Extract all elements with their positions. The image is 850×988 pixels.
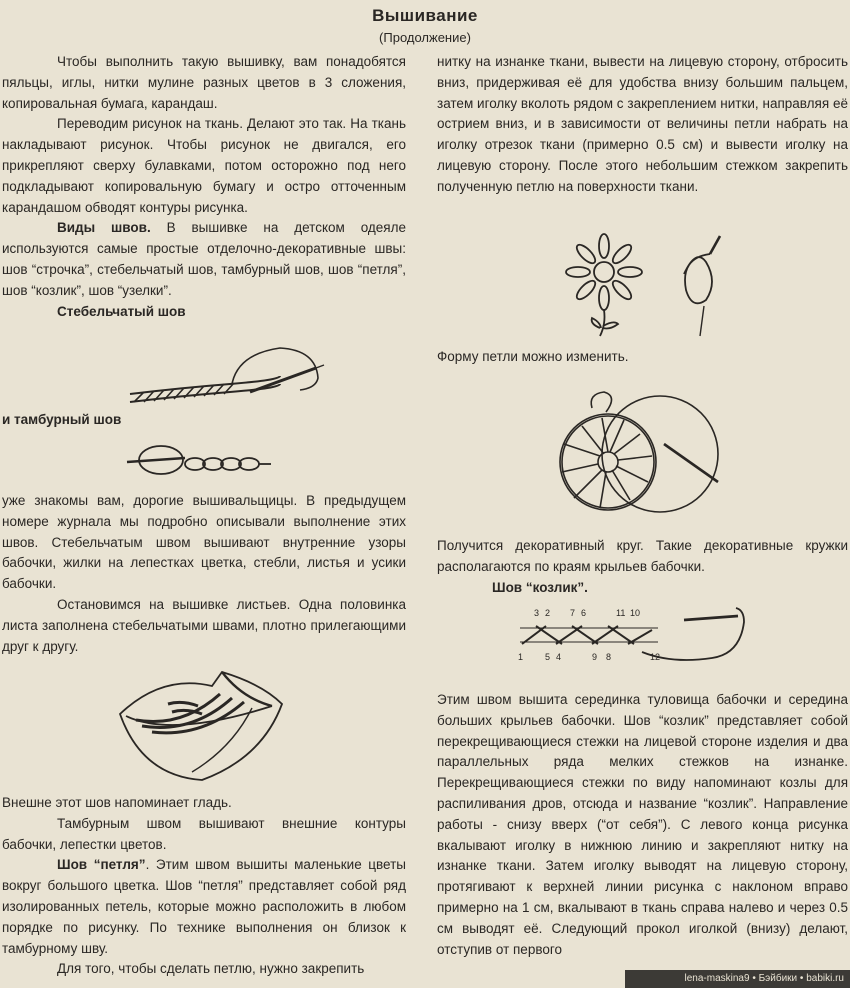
paragraph-loop-stitch bbox=[2, 855, 406, 959]
chain-stitch-heading: и тамбурный шов bbox=[2, 412, 122, 427]
loop-stitch-text: . Этим швом вышиты маленькие цветы вокруг большого цветка. Шов “петля” представляет собой ряд изолированных петель, которые можно расположить в любом порядке по рисунку. По технике выполнения он близок к тамбурному шву. bbox=[2, 857, 406, 956]
goat-num-bottom-3: 4 bbox=[556, 652, 562, 662]
goat-num-bottom-1: 1 bbox=[518, 652, 524, 662]
loop-stitch-heading: Шов “петля” bbox=[57, 857, 146, 873]
caption-loop-shape: Форму петли можно изменить. bbox=[437, 349, 629, 364]
left-chain-heading-block bbox=[2, 410, 406, 431]
goat-num-bottom-6: 12 bbox=[650, 652, 661, 662]
flower-loop-figure bbox=[560, 228, 730, 343]
paragraph-known-stitches: уже знакомы вам, дорогие вышивальщицы. В предыдущем номере журнала мы подробно описывали выполнение этих швов. Стебельчатым швом вышивают внутренние узоры бабочки, жилки на лепестках цветка, стебли, листья и усики бабочки. bbox=[2, 493, 406, 592]
chain-stitch-figure bbox=[125, 436, 275, 480]
paragraph-transfer: Переводим рисунок на ткань. Делают это так. На ткань накладывают рисунок. Чтобы рисунок не двигался, его прикрепляют сверху булавками, потом осторожно под него подкладывают копировальную бумагу и остро отточенным карандашом обводят контуры рисунка. bbox=[2, 116, 406, 215]
decorative-circle-figure bbox=[548, 386, 728, 521]
herringbone-stitch-figure bbox=[512, 602, 762, 667]
paragraph-stitch-types bbox=[2, 218, 406, 301]
paragraph-loop-start: Для того, чтобы сделать петлю, нужно закрепить bbox=[57, 961, 365, 977]
goat-num-top-2: 2 bbox=[545, 608, 551, 618]
paragraph-materials: Чтобы выполнить такую вышивку, вам понадобятся пяльцы, иглы, нитки мулине разных цветов в 3 сложения, копировальная бумага, карандаш. bbox=[2, 54, 406, 111]
paragraph-decorative-circle: Получится декоративный круг. Такие декоративные кружки располагаются по краям крыльев бабочки. bbox=[437, 538, 848, 574]
goat-num-top-4: 6 bbox=[581, 608, 587, 618]
goat-num-top-1: 3 bbox=[534, 608, 540, 618]
stitch-types-heading: Виды швов. bbox=[57, 220, 151, 236]
stem-stitch-heading: Стебельчатый шов bbox=[57, 303, 186, 319]
watermark-footer: lena-maskina9 • Бэйбики • babiki.ru bbox=[625, 970, 850, 988]
paragraph-loop-technique: нитку на изнанке ткани, вывести на лицевую сторону, отбросить вниз, придерживая её для удобства внизу большим пальцем, затем иголку вколоть рядом с закреплением нитки, направляя её острием вниз, и в зависимости от величины петли набрать на иголку отрезок ткани (примерно 0.5 см) и вывести иголку на лицевую сторону. После этого небольшим стежком закрепить полученную петлю на поверхности ткани. bbox=[437, 54, 848, 194]
goat-num-bottom-4: 9 bbox=[592, 652, 598, 662]
right-column-bottom bbox=[437, 690, 848, 960]
stitch-types-text: В вышивке на детском одеяле используются самые простые отделочно-декоративные швы: шов “строчка”, стебельчатый шов, тамбурный шов, шов “петля”, шов “козлик”, шов “узелки”. bbox=[2, 220, 406, 298]
goat-stitch-heading: Шов “козлик”. bbox=[492, 579, 588, 595]
paragraph-goat-stitch: Этим швом вышита серединка туловища бабочки и середина больших крыльев бабочки. Шов “козлик” представляет собой перекрещивающиеся стежки на лицевой стороне изделия и два параллельных ряда мелких стежков на изнанке. Перекрещивающиеся стежки по виду напоминают козлы для распиливания дров, отсюда и название “козлик”. Направление работы - снизу вверх (“от себя”). С левого конца рисунка вкалывают иголку в нижнюю линию и закрепляют нитку на изнанке ткани. Затем иголку выводят на лицевую сторону, протягивают к верхней линии рисунка с наклоном вправо примерно на 1 см, вкалывают в ткань справа налево и через 0.5 см выводят её. Следующий прокол иголкой (внизу) делают, отступив от первого bbox=[437, 692, 848, 957]
goat-num-top-3: 7 bbox=[570, 608, 576, 618]
left-column-bottom bbox=[2, 793, 406, 980]
goat-num-bottom-2: 5 bbox=[545, 652, 551, 662]
paragraph-satin-like: Внешне этот шов напоминает гладь. bbox=[2, 795, 232, 810]
page-title: Вышивание bbox=[372, 6, 478, 25]
right-column-middle bbox=[437, 536, 848, 598]
leaf-figure bbox=[112, 668, 292, 786]
left-column-top bbox=[2, 52, 406, 322]
paragraph-chain-use: Тамбурным швом вышивают внешние контуры бабочки, лепестки цветов. bbox=[2, 815, 406, 852]
right-column-top bbox=[437, 52, 848, 198]
goat-num-bottom-5: 8 bbox=[606, 652, 612, 662]
left-column-middle bbox=[2, 491, 406, 657]
stem-stitch-figure bbox=[120, 340, 330, 412]
goat-num-top-6: 10 bbox=[630, 608, 641, 618]
page-subtitle: (Продолжение) bbox=[379, 30, 471, 45]
goat-num-top-5: 11 bbox=[616, 608, 626, 618]
paragraph-leaves: Остановимся на вышивке листьев. Одна половинка листа заполнена стебельчатыми швами, плотно прилегающими друг к другу. bbox=[2, 596, 406, 654]
